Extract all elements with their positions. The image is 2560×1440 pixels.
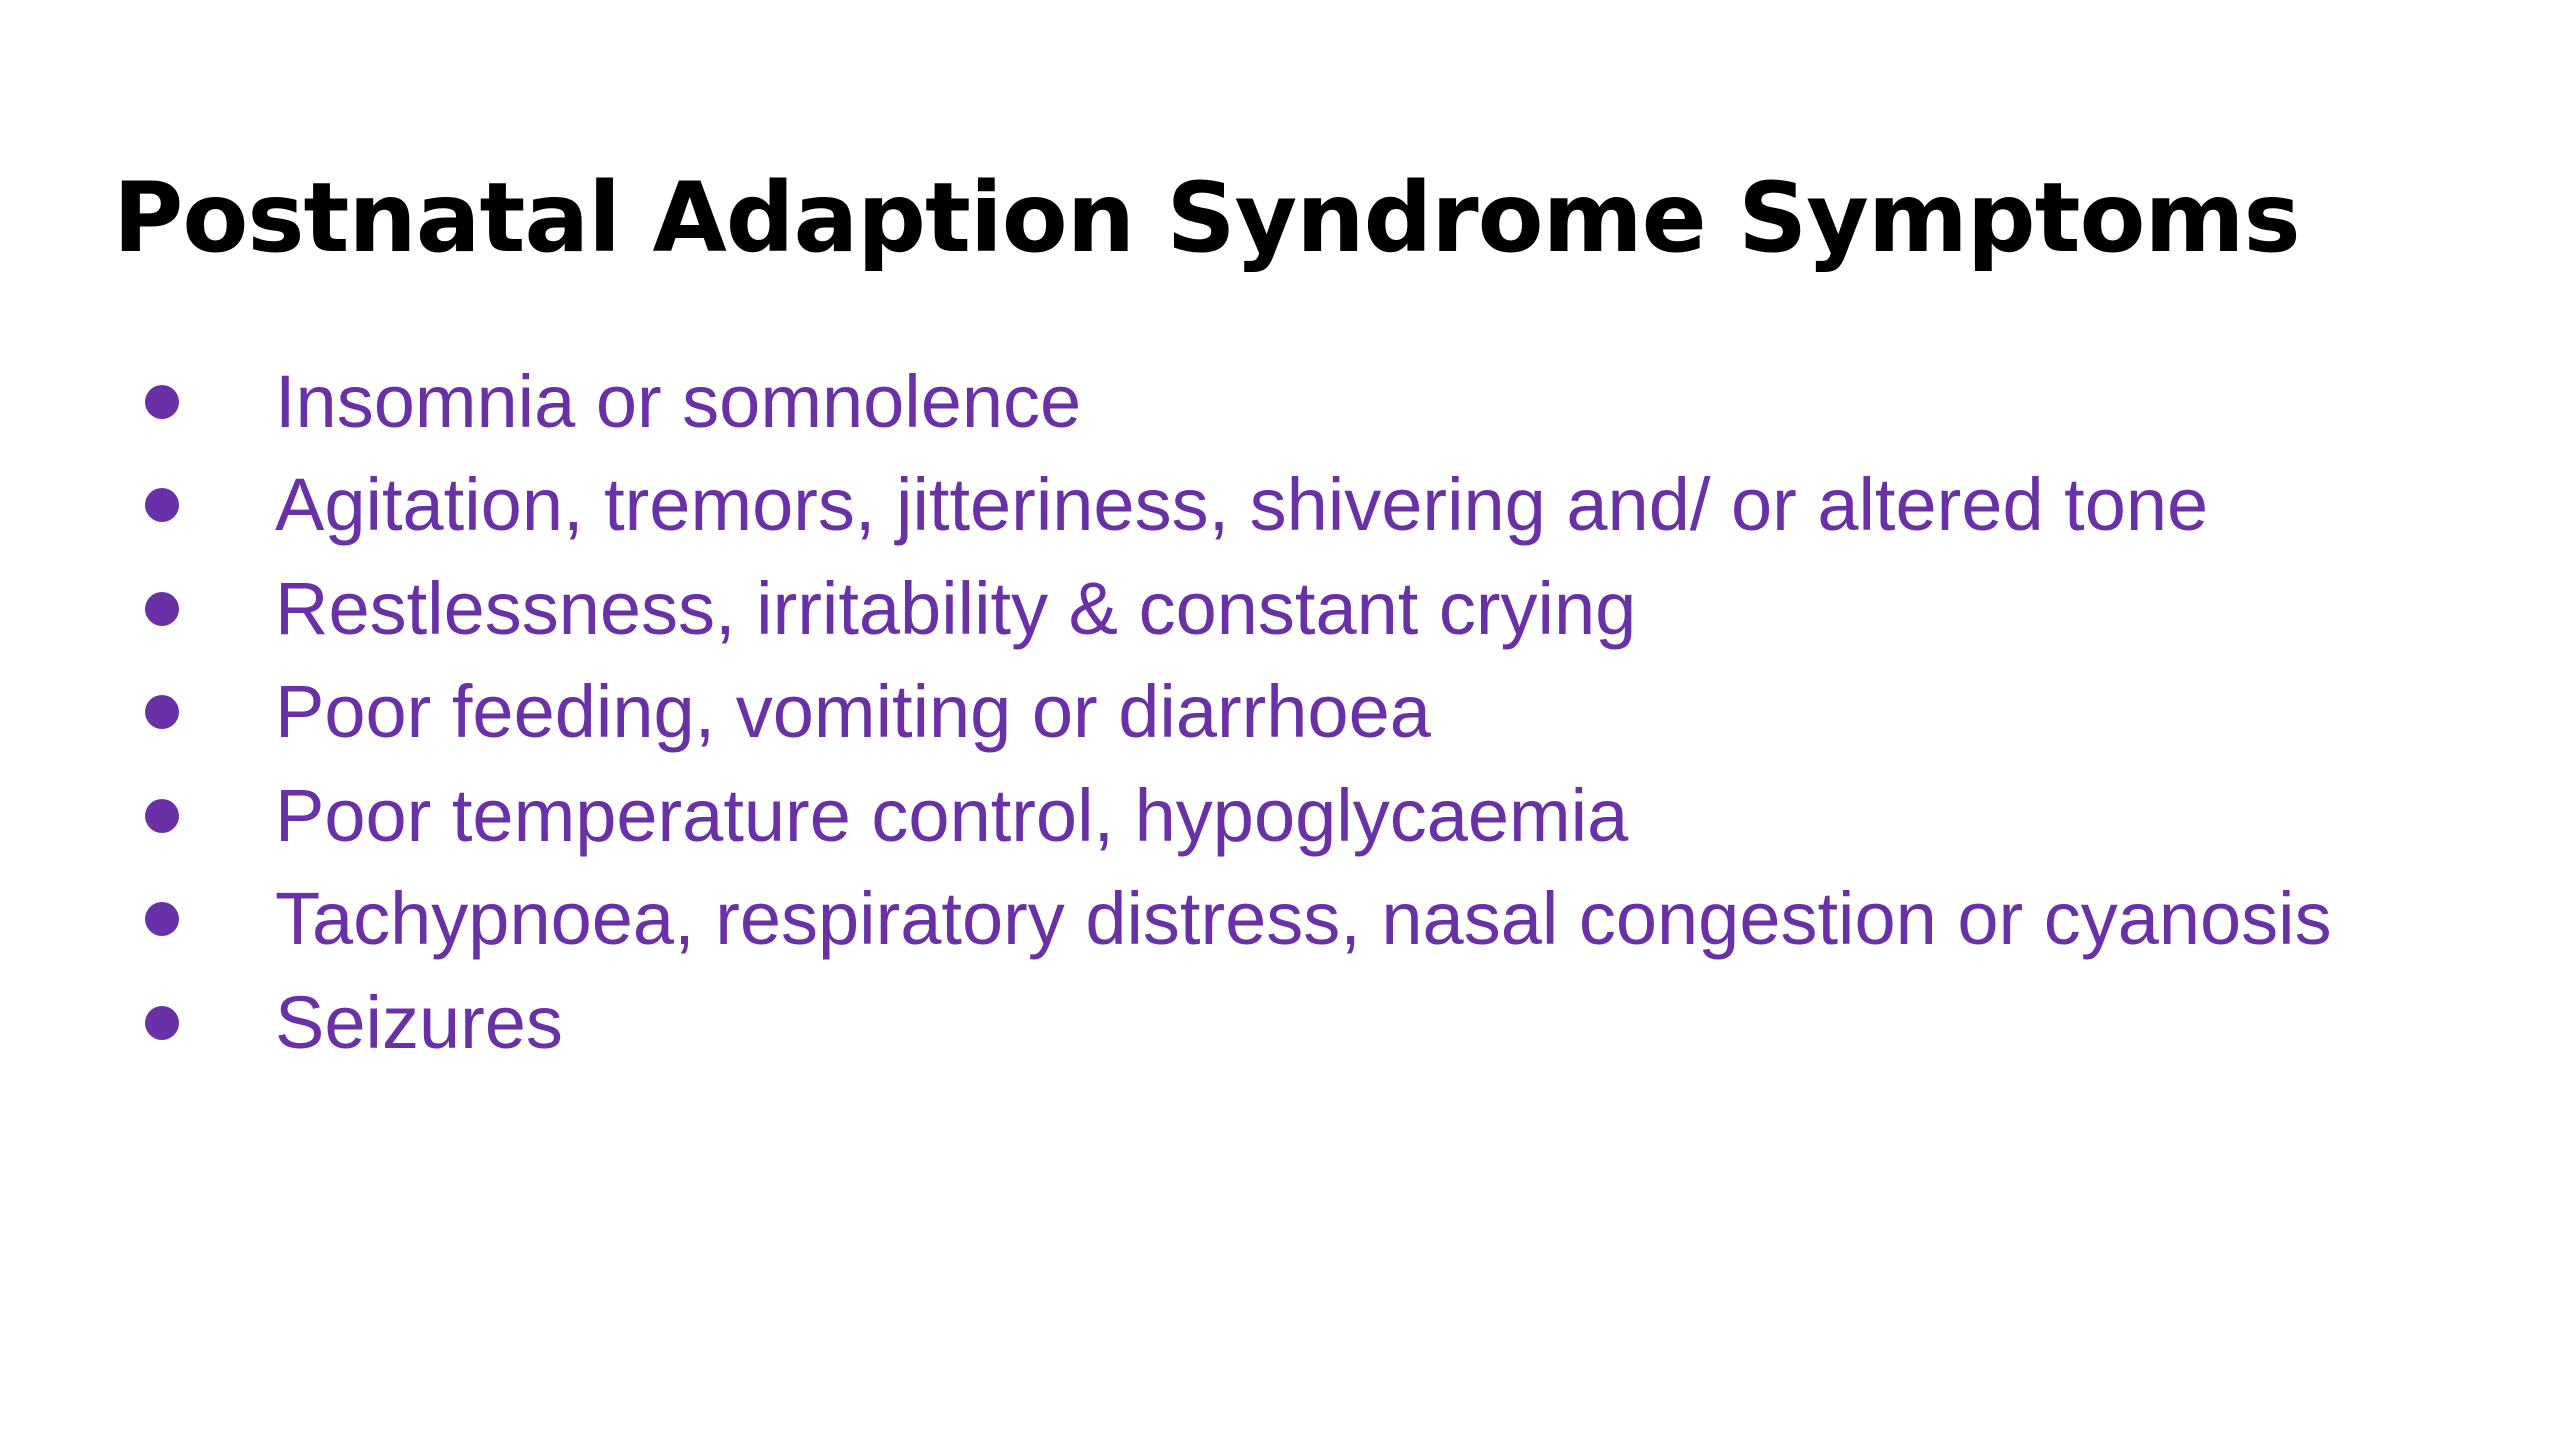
bullet-dot-icon xyxy=(145,1006,179,1040)
list-item-text: Poor temperature control, hypoglycaemia xyxy=(275,773,1629,857)
list-item xyxy=(145,557,2332,661)
list-item-text: Poor feeding, vomiting or diarrhoea xyxy=(275,670,1431,754)
list-item xyxy=(145,764,2332,868)
bullet-dot-icon xyxy=(145,385,179,419)
bullet-dot-icon xyxy=(145,902,179,936)
list-item xyxy=(145,661,2332,765)
list-item-text: Insomnia or somnolence xyxy=(275,359,1082,443)
slide-title: Postnatal Adaption Syndrome Symptoms xyxy=(113,162,2300,274)
list-item-text: Agitation, tremors, jitteriness, shivering and/ or altered tone xyxy=(275,463,2209,547)
symptom-list xyxy=(145,350,2332,1075)
bullet-dot-icon xyxy=(145,488,179,522)
list-item xyxy=(145,350,2332,454)
bullet-dot-icon xyxy=(145,799,179,833)
list-item-text: Tachypnoea, respiratory distress, nasal congestion or cyanosis xyxy=(275,877,2332,961)
list-item xyxy=(145,971,2332,1075)
list-item xyxy=(145,868,2332,972)
bullet-dot-icon xyxy=(145,695,179,729)
list-item xyxy=(145,454,2332,558)
list-item-text: Seizures xyxy=(275,980,563,1064)
bullet-dot-icon xyxy=(145,592,179,626)
list-item-text: Restlessness, irritability & constant crying xyxy=(275,566,1637,650)
